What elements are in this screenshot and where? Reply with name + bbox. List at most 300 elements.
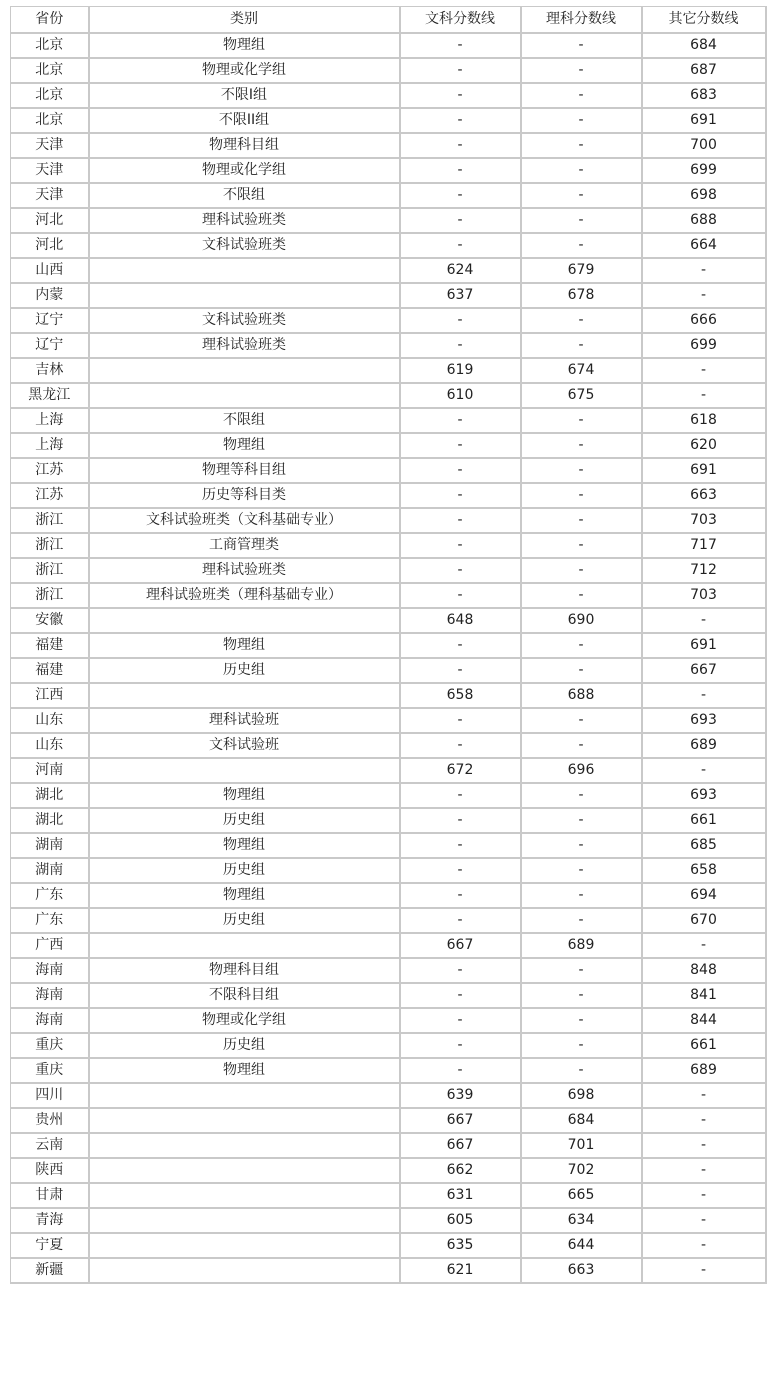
table-row bbox=[11, 33, 766, 58]
cell-arts-score: 672 bbox=[400, 758, 521, 783]
table-row bbox=[11, 983, 766, 1008]
cell-other-score: - bbox=[642, 358, 766, 383]
cell-province: 内蒙 bbox=[11, 283, 89, 308]
cell-arts-score: - bbox=[400, 958, 521, 983]
cell-science-score: - bbox=[521, 458, 642, 483]
cell-other-score: - bbox=[642, 1158, 766, 1183]
cell-province: 山东 bbox=[11, 733, 89, 758]
cell-province: 湖北 bbox=[11, 808, 89, 833]
cell-province: 江苏 bbox=[11, 483, 89, 508]
cell-other-score: 664 bbox=[642, 233, 766, 258]
cell-science-score: - bbox=[521, 808, 642, 833]
cell-arts-score: - bbox=[400, 833, 521, 858]
cell-arts-score: - bbox=[400, 208, 521, 233]
cell-category: 文科试验班 bbox=[89, 733, 400, 758]
cell-category bbox=[89, 1208, 400, 1233]
header-province: 省份 bbox=[11, 7, 89, 34]
table-row bbox=[11, 1233, 766, 1258]
cell-province: 湖南 bbox=[11, 858, 89, 883]
cell-arts-score: 631 bbox=[400, 1183, 521, 1208]
cell-province: 天津 bbox=[11, 133, 89, 158]
table-row bbox=[11, 358, 766, 383]
cell-science-score: - bbox=[521, 983, 642, 1008]
cell-category bbox=[89, 1183, 400, 1208]
table-row bbox=[11, 1058, 766, 1083]
cell-province: 河南 bbox=[11, 758, 89, 783]
cell-arts-score: - bbox=[400, 708, 521, 733]
cell-arts-score: - bbox=[400, 58, 521, 83]
cell-other-score: 661 bbox=[642, 1033, 766, 1058]
header-row bbox=[11, 7, 766, 34]
cell-province: 河北 bbox=[11, 233, 89, 258]
table-row bbox=[11, 583, 766, 608]
cell-category: 物理等科目组 bbox=[89, 458, 400, 483]
cell-other-score: - bbox=[642, 1083, 766, 1108]
cell-arts-score: - bbox=[400, 1058, 521, 1083]
table-row bbox=[11, 833, 766, 858]
cell-category: 理科试验班类 bbox=[89, 333, 400, 358]
cell-category: 物理组 bbox=[89, 1058, 400, 1083]
cell-other-score: 693 bbox=[642, 783, 766, 808]
cell-science-score: - bbox=[521, 908, 642, 933]
cell-science-score: 689 bbox=[521, 933, 642, 958]
cell-other-score: 689 bbox=[642, 1058, 766, 1083]
table-row bbox=[11, 658, 766, 683]
cell-province: 新疆 bbox=[11, 1258, 89, 1283]
cell-category: 物理或化学组 bbox=[89, 58, 400, 83]
cell-category: 历史等科目类 bbox=[89, 483, 400, 508]
cell-other-score: 699 bbox=[642, 158, 766, 183]
table-row bbox=[11, 508, 766, 533]
cell-province: 重庆 bbox=[11, 1058, 89, 1083]
cell-other-score: 667 bbox=[642, 658, 766, 683]
header-category: 类别 bbox=[89, 7, 400, 34]
cell-category bbox=[89, 1158, 400, 1183]
cell-other-score: 658 bbox=[642, 858, 766, 883]
score-table-container bbox=[10, 6, 765, 1284]
cell-arts-score: - bbox=[400, 108, 521, 133]
cell-science-score: - bbox=[521, 183, 642, 208]
table-row bbox=[11, 1133, 766, 1158]
table-row bbox=[11, 958, 766, 983]
cell-other-score: - bbox=[642, 283, 766, 308]
cell-category: 物理组 bbox=[89, 833, 400, 858]
cell-category bbox=[89, 758, 400, 783]
cell-science-score: - bbox=[521, 958, 642, 983]
cell-category bbox=[89, 1133, 400, 1158]
table-row bbox=[11, 933, 766, 958]
cell-other-score: 666 bbox=[642, 308, 766, 333]
table-row bbox=[11, 883, 766, 908]
cell-science-score: - bbox=[521, 783, 642, 808]
cell-category: 历史组 bbox=[89, 658, 400, 683]
cell-arts-score: - bbox=[400, 458, 521, 483]
cell-arts-score: - bbox=[400, 783, 521, 808]
cell-province: 山东 bbox=[11, 708, 89, 733]
cell-arts-score: - bbox=[400, 733, 521, 758]
cell-other-score: 712 bbox=[642, 558, 766, 583]
table-row bbox=[11, 1033, 766, 1058]
cell-other-score: - bbox=[642, 258, 766, 283]
cell-science-score: 674 bbox=[521, 358, 642, 383]
cell-province: 重庆 bbox=[11, 1033, 89, 1058]
cell-arts-score: - bbox=[400, 908, 521, 933]
cell-category: 理科试验班类 bbox=[89, 208, 400, 233]
cell-category: 物理科目组 bbox=[89, 958, 400, 983]
cell-arts-score: 667 bbox=[400, 933, 521, 958]
cell-other-score: 684 bbox=[642, 33, 766, 58]
table-row bbox=[11, 458, 766, 483]
cell-arts-score: - bbox=[400, 983, 521, 1008]
cell-arts-score: 619 bbox=[400, 358, 521, 383]
cell-province: 海南 bbox=[11, 1008, 89, 1033]
cell-province: 浙江 bbox=[11, 508, 89, 533]
cell-province: 福建 bbox=[11, 658, 89, 683]
table-row bbox=[11, 1158, 766, 1183]
cell-province: 云南 bbox=[11, 1133, 89, 1158]
cell-province: 江苏 bbox=[11, 458, 89, 483]
cell-other-score: 691 bbox=[642, 458, 766, 483]
table-row bbox=[11, 433, 766, 458]
cell-science-score: - bbox=[521, 233, 642, 258]
table-row bbox=[11, 308, 766, 333]
cell-category bbox=[89, 1258, 400, 1283]
cell-category: 物理组 bbox=[89, 783, 400, 808]
cell-other-score: - bbox=[642, 1108, 766, 1133]
cell-category: 理科试验班类（理科基础专业） bbox=[89, 583, 400, 608]
cell-science-score: 663 bbox=[521, 1258, 642, 1283]
header-science-score: 理科分数线 bbox=[521, 7, 642, 34]
cell-category bbox=[89, 1233, 400, 1258]
table-row bbox=[11, 1083, 766, 1108]
cell-other-score: 703 bbox=[642, 583, 766, 608]
cell-arts-score: - bbox=[400, 508, 521, 533]
table-row bbox=[11, 233, 766, 258]
cell-category: 不限I组 bbox=[89, 83, 400, 108]
cell-province: 天津 bbox=[11, 158, 89, 183]
cell-category: 历史组 bbox=[89, 1033, 400, 1058]
cell-science-score: - bbox=[521, 108, 642, 133]
cell-science-score: - bbox=[521, 408, 642, 433]
cell-arts-score: - bbox=[400, 233, 521, 258]
cell-other-score: - bbox=[642, 933, 766, 958]
table-row bbox=[11, 758, 766, 783]
cell-province: 贵州 bbox=[11, 1108, 89, 1133]
cell-category bbox=[89, 258, 400, 283]
cell-other-score: 688 bbox=[642, 208, 766, 233]
cell-science-score: 644 bbox=[521, 1233, 642, 1258]
cell-science-score: - bbox=[521, 583, 642, 608]
cell-science-score: - bbox=[521, 333, 642, 358]
cell-science-score: 702 bbox=[521, 1158, 642, 1183]
table-row bbox=[11, 858, 766, 883]
cell-category: 物理科目组 bbox=[89, 133, 400, 158]
cell-other-score: - bbox=[642, 1233, 766, 1258]
table-row bbox=[11, 1008, 766, 1033]
cell-category: 文科试验班类 bbox=[89, 233, 400, 258]
table-row bbox=[11, 708, 766, 733]
cell-arts-score: - bbox=[400, 158, 521, 183]
table-row bbox=[11, 183, 766, 208]
cell-science-score: - bbox=[521, 708, 642, 733]
cell-arts-score: - bbox=[400, 1008, 521, 1033]
cell-arts-score: - bbox=[400, 883, 521, 908]
cell-province: 湖北 bbox=[11, 783, 89, 808]
cell-arts-score: - bbox=[400, 83, 521, 108]
cell-other-score: 691 bbox=[642, 108, 766, 133]
cell-province: 浙江 bbox=[11, 558, 89, 583]
cell-category bbox=[89, 1083, 400, 1108]
cell-other-score: 670 bbox=[642, 908, 766, 933]
cell-category bbox=[89, 608, 400, 633]
cell-arts-score: 637 bbox=[400, 283, 521, 308]
cell-science-score: - bbox=[521, 558, 642, 583]
cell-science-score: - bbox=[521, 208, 642, 233]
cell-arts-score: - bbox=[400, 1033, 521, 1058]
cell-province: 山西 bbox=[11, 258, 89, 283]
cell-other-score: 703 bbox=[642, 508, 766, 533]
table-row bbox=[11, 633, 766, 658]
cell-category: 不限组 bbox=[89, 183, 400, 208]
cell-science-score: - bbox=[521, 633, 642, 658]
cell-other-score: 689 bbox=[642, 733, 766, 758]
cell-other-score: 620 bbox=[642, 433, 766, 458]
cell-province: 辽宁 bbox=[11, 333, 89, 358]
cell-province: 上海 bbox=[11, 408, 89, 433]
cell-science-score: 675 bbox=[521, 383, 642, 408]
cell-category: 理科试验班 bbox=[89, 708, 400, 733]
cell-category: 不限II组 bbox=[89, 108, 400, 133]
cell-category: 历史组 bbox=[89, 908, 400, 933]
cell-arts-score: 667 bbox=[400, 1133, 521, 1158]
cell-arts-score: 639 bbox=[400, 1083, 521, 1108]
cell-province: 湖南 bbox=[11, 833, 89, 858]
table-row bbox=[11, 133, 766, 158]
cell-other-score: - bbox=[642, 683, 766, 708]
cell-province: 浙江 bbox=[11, 583, 89, 608]
cell-other-score: - bbox=[642, 1208, 766, 1233]
cell-science-score: 688 bbox=[521, 683, 642, 708]
cell-science-score: - bbox=[521, 858, 642, 883]
cell-category: 历史组 bbox=[89, 858, 400, 883]
cell-arts-score: 621 bbox=[400, 1258, 521, 1283]
cell-arts-score: - bbox=[400, 183, 521, 208]
cell-other-score: - bbox=[642, 383, 766, 408]
table-header bbox=[11, 7, 766, 34]
cell-science-score: - bbox=[521, 133, 642, 158]
cell-other-score: 699 bbox=[642, 333, 766, 358]
cell-arts-score: - bbox=[400, 308, 521, 333]
cell-arts-score: 648 bbox=[400, 608, 521, 633]
cell-province: 广东 bbox=[11, 883, 89, 908]
table-row bbox=[11, 208, 766, 233]
cell-category: 物理组 bbox=[89, 883, 400, 908]
table-row bbox=[11, 683, 766, 708]
cell-province: 北京 bbox=[11, 33, 89, 58]
cell-province: 福建 bbox=[11, 633, 89, 658]
table-row bbox=[11, 608, 766, 633]
cell-arts-score: 624 bbox=[400, 258, 521, 283]
cell-province: 安徽 bbox=[11, 608, 89, 633]
cell-province: 海南 bbox=[11, 983, 89, 1008]
cell-science-score: - bbox=[521, 508, 642, 533]
cell-other-score: 693 bbox=[642, 708, 766, 733]
table-row bbox=[11, 1258, 766, 1283]
cell-province: 宁夏 bbox=[11, 1233, 89, 1258]
cell-arts-score: - bbox=[400, 33, 521, 58]
cell-science-score: 634 bbox=[521, 1208, 642, 1233]
cell-other-score: - bbox=[642, 1133, 766, 1158]
cell-category: 历史组 bbox=[89, 808, 400, 833]
cell-category: 物理或化学组 bbox=[89, 158, 400, 183]
cell-province: 海南 bbox=[11, 958, 89, 983]
cell-science-score: 698 bbox=[521, 1083, 642, 1108]
cell-science-score: - bbox=[521, 58, 642, 83]
cell-province: 甘肃 bbox=[11, 1183, 89, 1208]
cell-province: 黑龙江 bbox=[11, 383, 89, 408]
table-row bbox=[11, 1183, 766, 1208]
cell-other-score: - bbox=[642, 758, 766, 783]
cell-province: 吉林 bbox=[11, 358, 89, 383]
cell-province: 河北 bbox=[11, 208, 89, 233]
cell-category: 文科试验班类（文科基础专业） bbox=[89, 508, 400, 533]
cell-arts-score: - bbox=[400, 633, 521, 658]
cell-arts-score: - bbox=[400, 658, 521, 683]
cell-arts-score: 662 bbox=[400, 1158, 521, 1183]
cell-other-score: 687 bbox=[642, 58, 766, 83]
cell-province: 北京 bbox=[11, 83, 89, 108]
header-other-score: 其它分数线 bbox=[642, 7, 766, 34]
table-row bbox=[11, 558, 766, 583]
cell-category bbox=[89, 683, 400, 708]
cell-other-score: 698 bbox=[642, 183, 766, 208]
cell-arts-score: - bbox=[400, 408, 521, 433]
table-row bbox=[11, 83, 766, 108]
cell-science-score: 696 bbox=[521, 758, 642, 783]
table-row bbox=[11, 783, 766, 808]
cell-arts-score: 658 bbox=[400, 683, 521, 708]
table-row bbox=[11, 108, 766, 133]
cell-science-score: 665 bbox=[521, 1183, 642, 1208]
cell-other-score: 683 bbox=[642, 83, 766, 108]
cell-other-score: 841 bbox=[642, 983, 766, 1008]
cell-category: 文科试验班类 bbox=[89, 308, 400, 333]
cell-other-score: 700 bbox=[642, 133, 766, 158]
cell-science-score: 684 bbox=[521, 1108, 642, 1133]
cell-province: 浙江 bbox=[11, 533, 89, 558]
cell-arts-score: 667 bbox=[400, 1108, 521, 1133]
cell-science-score: - bbox=[521, 658, 642, 683]
table-row bbox=[11, 283, 766, 308]
cell-science-score: 679 bbox=[521, 258, 642, 283]
cell-category bbox=[89, 383, 400, 408]
table-row bbox=[11, 1208, 766, 1233]
cell-category bbox=[89, 1108, 400, 1133]
cell-arts-score: 635 bbox=[400, 1233, 521, 1258]
table-row bbox=[11, 408, 766, 433]
cell-other-score: 663 bbox=[642, 483, 766, 508]
cell-arts-score: - bbox=[400, 583, 521, 608]
table-row bbox=[11, 1108, 766, 1133]
cell-province: 四川 bbox=[11, 1083, 89, 1108]
cell-science-score: - bbox=[521, 483, 642, 508]
table-row bbox=[11, 158, 766, 183]
cell-science-score: - bbox=[521, 733, 642, 758]
cell-category: 不限组 bbox=[89, 408, 400, 433]
cell-other-score: 717 bbox=[642, 533, 766, 558]
cell-arts-score: - bbox=[400, 808, 521, 833]
cell-arts-score: 605 bbox=[400, 1208, 521, 1233]
cell-science-score: - bbox=[521, 1008, 642, 1033]
cell-category bbox=[89, 358, 400, 383]
cell-other-score: 691 bbox=[642, 633, 766, 658]
cell-other-score: 618 bbox=[642, 408, 766, 433]
table-row bbox=[11, 383, 766, 408]
cell-category: 物理组 bbox=[89, 33, 400, 58]
cell-province: 辽宁 bbox=[11, 308, 89, 333]
cell-province: 陕西 bbox=[11, 1158, 89, 1183]
table-row bbox=[11, 58, 766, 83]
table-body bbox=[11, 33, 766, 1283]
cell-science-score: - bbox=[521, 158, 642, 183]
cell-province: 江西 bbox=[11, 683, 89, 708]
cell-province: 青海 bbox=[11, 1208, 89, 1233]
cell-other-score: 685 bbox=[642, 833, 766, 858]
table-row bbox=[11, 333, 766, 358]
cell-other-score: 694 bbox=[642, 883, 766, 908]
cell-category: 不限科目组 bbox=[89, 983, 400, 1008]
table-row bbox=[11, 908, 766, 933]
cell-arts-score: - bbox=[400, 333, 521, 358]
cell-other-score: 844 bbox=[642, 1008, 766, 1033]
cell-science-score: - bbox=[521, 533, 642, 558]
cell-science-score: - bbox=[521, 883, 642, 908]
cell-province: 天津 bbox=[11, 183, 89, 208]
cell-science-score: - bbox=[521, 833, 642, 858]
cell-other-score: - bbox=[642, 1183, 766, 1208]
table-row bbox=[11, 258, 766, 283]
admission-score-table bbox=[10, 6, 767, 1284]
cell-category: 工商管理类 bbox=[89, 533, 400, 558]
cell-arts-score: - bbox=[400, 858, 521, 883]
cell-science-score: 690 bbox=[521, 608, 642, 633]
table-row bbox=[11, 808, 766, 833]
table-row bbox=[11, 533, 766, 558]
cell-other-score: 848 bbox=[642, 958, 766, 983]
table-row bbox=[11, 733, 766, 758]
cell-other-score: - bbox=[642, 608, 766, 633]
cell-science-score: 701 bbox=[521, 1133, 642, 1158]
table-row bbox=[11, 483, 766, 508]
cell-science-score: - bbox=[521, 33, 642, 58]
cell-arts-score: - bbox=[400, 433, 521, 458]
cell-category bbox=[89, 933, 400, 958]
cell-arts-score: - bbox=[400, 483, 521, 508]
cell-category: 物理组 bbox=[89, 633, 400, 658]
cell-province: 上海 bbox=[11, 433, 89, 458]
cell-category: 理科试验班类 bbox=[89, 558, 400, 583]
cell-other-score: 661 bbox=[642, 808, 766, 833]
cell-arts-score: 610 bbox=[400, 383, 521, 408]
cell-category bbox=[89, 283, 400, 308]
cell-science-score: - bbox=[521, 433, 642, 458]
cell-science-score: - bbox=[521, 1033, 642, 1058]
cell-province: 北京 bbox=[11, 108, 89, 133]
cell-other-score: - bbox=[642, 1258, 766, 1283]
cell-arts-score: - bbox=[400, 558, 521, 583]
cell-category: 物理组 bbox=[89, 433, 400, 458]
cell-science-score: - bbox=[521, 83, 642, 108]
